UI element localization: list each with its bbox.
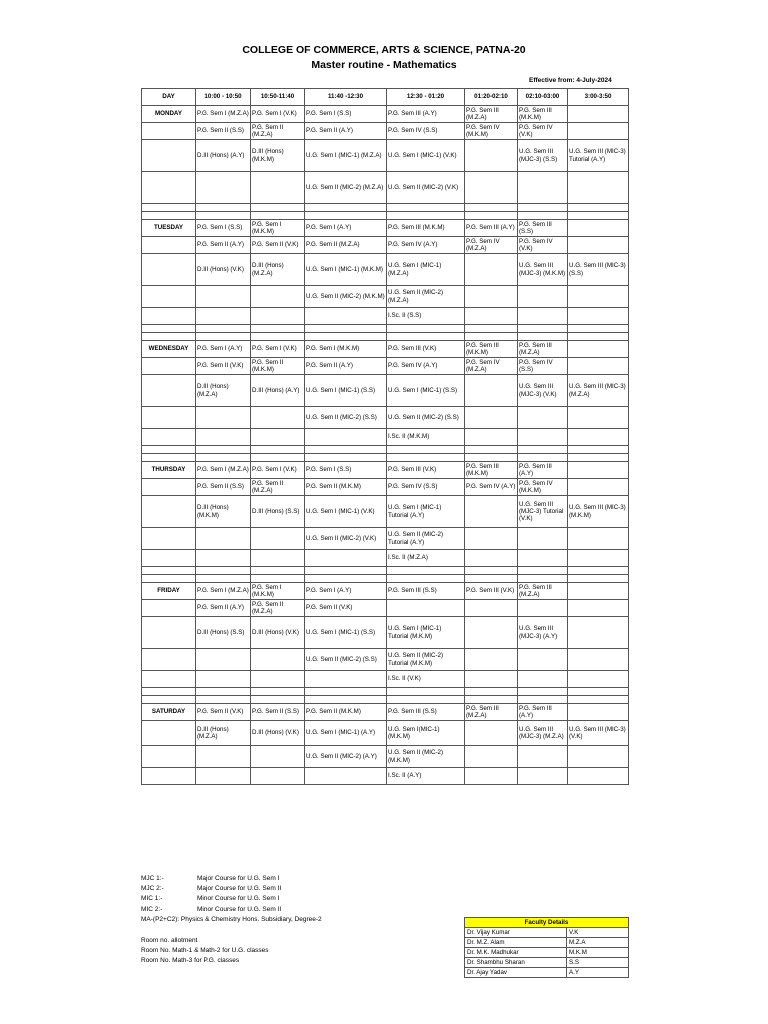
day-cell bbox=[142, 358, 196, 375]
class-cell: P.G. Sem IV (V.K) bbox=[518, 237, 568, 254]
routine-row bbox=[142, 237, 629, 254]
class-cell: P.G. Sem II (A.Y) bbox=[196, 237, 251, 254]
class-cell bbox=[568, 746, 629, 768]
class-cell: P.G. Sem I (M.Z.A) bbox=[196, 583, 251, 600]
class-cell bbox=[196, 172, 251, 204]
class-cell: U.G. Sem III (MJC-3) (A.Y) bbox=[518, 617, 568, 649]
routine-row bbox=[142, 375, 629, 407]
class-cell: P.G. Sem IV (M.Z.A) bbox=[465, 237, 518, 254]
faculty-row: Dr. Ajay Yadav A.Y bbox=[465, 968, 629, 978]
class-cell: U.G. Sem III (MJC-3) (M.Z.A) bbox=[518, 721, 568, 746]
class-cell: P.G. Sem I (A.Y) bbox=[305, 583, 387, 600]
class-cell bbox=[568, 341, 629, 358]
class-cell: D.III (Hons) (S.S) bbox=[251, 496, 305, 528]
day-cell: THURSDAY bbox=[142, 462, 196, 479]
class-cell bbox=[518, 528, 568, 550]
routine-row bbox=[142, 341, 629, 358]
routine-row bbox=[142, 528, 629, 550]
day-cell bbox=[142, 375, 196, 407]
faculty-row: Dr. Shambhu Sharan S.S bbox=[465, 958, 629, 968]
class-cell bbox=[518, 649, 568, 671]
master-routine-table bbox=[141, 88, 629, 785]
footnote-mjc1: MJC 1:- Major Course for U.G. Sem I bbox=[141, 875, 280, 882]
routine-row bbox=[142, 704, 629, 721]
class-cell: I.Sc. II (S.S) bbox=[387, 308, 465, 325]
routine-row bbox=[142, 462, 629, 479]
class-cell: P.G. Sem IV (A.Y) bbox=[387, 237, 465, 254]
class-cell: U.G. Sem III (MJC-3) (M.K.M) bbox=[518, 254, 568, 286]
class-cell: I.Sc. II (M.K.M) bbox=[387, 429, 465, 446]
routine-row bbox=[142, 140, 629, 172]
class-cell bbox=[568, 600, 629, 617]
spacer-row bbox=[142, 454, 629, 462]
class-cell bbox=[518, 746, 568, 768]
day-cell bbox=[142, 123, 196, 140]
class-cell bbox=[196, 649, 251, 671]
class-cell bbox=[568, 106, 629, 123]
class-cell bbox=[568, 649, 629, 671]
class-cell: P.G. Sem I (S.S) bbox=[196, 220, 251, 237]
routine-row bbox=[142, 254, 629, 286]
faculty-title: Faculty Details bbox=[465, 918, 629, 928]
class-cell bbox=[518, 600, 568, 617]
class-cell: U.G. Sem I (MIC-1) (S.S) bbox=[305, 617, 387, 649]
class-cell bbox=[251, 550, 305, 567]
class-cell: I.Sc. II (A.Y) bbox=[387, 768, 465, 785]
class-cell: P.G. Sem III (S.S) bbox=[518, 220, 568, 237]
class-cell: P.G. Sem III (M.Z.A) bbox=[518, 583, 568, 600]
class-cell: U.G. Sem I (MIC-1) (V.K) bbox=[305, 496, 387, 528]
faculty-row: Dr. Vijay Kumar V.K bbox=[465, 928, 629, 938]
class-cell: P.G. Sem III (A.Y) bbox=[518, 462, 568, 479]
class-cell bbox=[568, 407, 629, 429]
class-cell bbox=[251, 286, 305, 308]
class-cell: P.G. Sem I (A.Y) bbox=[196, 341, 251, 358]
day-cell: SATURDAY bbox=[142, 704, 196, 721]
class-cell bbox=[518, 308, 568, 325]
class-cell: U.G. Sem I (MIC-1) (A.Y) bbox=[305, 721, 387, 746]
day-cell: TUESDAY bbox=[142, 220, 196, 237]
class-cell: U.G. Sem II (MIC-2) (M.Z.A) bbox=[387, 286, 465, 308]
class-cell bbox=[196, 407, 251, 429]
class-cell: U.G. Sem III (MJC-3) (S.S) bbox=[518, 140, 568, 172]
day-cell bbox=[142, 286, 196, 308]
class-cell: P.G. Sem I (V.K) bbox=[251, 106, 305, 123]
class-cell bbox=[251, 768, 305, 785]
footnote-mic1: MIC 1:- Minor Course for U.G. Sem I bbox=[141, 895, 280, 903]
routine-row bbox=[142, 721, 629, 746]
spacer-row bbox=[142, 696, 629, 704]
class-cell bbox=[251, 746, 305, 768]
class-cell: P.G. Sem IV (M.K.M) bbox=[465, 123, 518, 140]
class-cell: P.G. Sem III (M.K.M) bbox=[518, 106, 568, 123]
class-cell bbox=[305, 429, 387, 446]
class-cell: D.III (Hons) (A.Y) bbox=[196, 140, 251, 172]
class-cell bbox=[196, 286, 251, 308]
day-cell bbox=[142, 237, 196, 254]
class-cell bbox=[568, 617, 629, 649]
class-cell: I.Sc. II (V.K) bbox=[387, 671, 465, 688]
class-cell bbox=[196, 671, 251, 688]
routine-row bbox=[142, 671, 629, 688]
class-cell: P.G. Sem II (V.K) bbox=[305, 600, 387, 617]
routine-row bbox=[142, 123, 629, 140]
day-cell bbox=[142, 617, 196, 649]
class-cell bbox=[251, 308, 305, 325]
routine-row bbox=[142, 286, 629, 308]
class-cell: P.G. Sem IV (S.S) bbox=[387, 123, 465, 140]
routine-row bbox=[142, 172, 629, 204]
day-cell bbox=[142, 172, 196, 204]
class-cell: U.G. Sem II (MIC-2) (M.Z.A) bbox=[305, 172, 387, 204]
class-cell: P.G. Sem III (M.Z.A) bbox=[465, 704, 518, 721]
column-header: 11:40 -12:30 bbox=[305, 89, 387, 106]
class-cell: P.G. Sem I (M.Z.A) bbox=[196, 462, 251, 479]
class-cell: P.G. Sem IV (A.Y) bbox=[465, 479, 518, 496]
class-cell: P.G. Sem III (S.S) bbox=[387, 704, 465, 721]
class-cell bbox=[251, 429, 305, 446]
class-cell: D.III (Hons) (A.Y) bbox=[251, 375, 305, 407]
class-cell: U.G. Sem I (MIC-1) (V.K) bbox=[387, 140, 465, 172]
class-cell bbox=[305, 308, 387, 325]
faculty-row: Dr. M.K. Madhukar M.K.M bbox=[465, 948, 629, 958]
class-cell: U.G. Sem I (MIC-1) Tutorial (M.K.M) bbox=[387, 617, 465, 649]
day-cell bbox=[142, 671, 196, 688]
column-header: 02:10-03:00 bbox=[518, 89, 568, 106]
class-cell: U.G. Sem II (MIC-2) (M.K.M) bbox=[387, 746, 465, 768]
class-cell bbox=[568, 123, 629, 140]
class-cell bbox=[196, 768, 251, 785]
class-cell: P.G. Sem II (M.Z.A) bbox=[251, 123, 305, 140]
class-cell: I.Sc. II (M.Z.A) bbox=[387, 550, 465, 567]
day-cell bbox=[142, 600, 196, 617]
class-cell: U.G. Sem III (MIC-3) (S.S) bbox=[568, 254, 629, 286]
class-cell bbox=[305, 550, 387, 567]
class-cell: P.G. Sem I (S.S) bbox=[305, 462, 387, 479]
room-allotment-title: Room no. allotment bbox=[141, 937, 198, 945]
class-cell: P.G. Sem I (M.K.M) bbox=[251, 583, 305, 600]
class-cell: P.G. Sem II (M.K.M) bbox=[251, 358, 305, 375]
effective-date: Effective from: 4-July-2024 bbox=[529, 77, 612, 84]
class-cell: P.G. Sem II (V.K) bbox=[196, 704, 251, 721]
class-cell bbox=[251, 649, 305, 671]
class-cell bbox=[465, 746, 518, 768]
class-cell bbox=[568, 462, 629, 479]
class-cell bbox=[465, 671, 518, 688]
class-cell: P.G. Sem I (A.Y) bbox=[305, 220, 387, 237]
class-cell: P.G. Sem II (M.Z.A) bbox=[251, 600, 305, 617]
class-cell bbox=[518, 429, 568, 446]
room-ug: Room No. Math-1 & Math-2 for U.G. classes bbox=[141, 947, 269, 955]
class-cell: P.G. Sem IV (S.S) bbox=[387, 479, 465, 496]
class-cell bbox=[568, 479, 629, 496]
class-cell: D.III (Hons) (M.K.M) bbox=[196, 496, 251, 528]
class-cell: P.G. Sem II (S.S) bbox=[196, 123, 251, 140]
class-cell: P.G. Sem II (A.Y) bbox=[196, 600, 251, 617]
class-cell bbox=[568, 172, 629, 204]
class-cell bbox=[568, 583, 629, 600]
class-cell bbox=[518, 407, 568, 429]
room-pg: Room No. Math-3 for P.G. classes bbox=[141, 957, 240, 965]
class-cell: P.G. Sem IV (A.Y) bbox=[387, 358, 465, 375]
routine-row bbox=[142, 479, 629, 496]
faculty-row: Dr. M.Z. Alam M.Z.A bbox=[465, 938, 629, 948]
column-header: 12:30 - 01:20 bbox=[387, 89, 465, 106]
day-cell bbox=[142, 140, 196, 172]
class-cell: U.G. Sem III (MJC-3) Tutorial (V.K) bbox=[518, 496, 568, 528]
class-cell: P.G. Sem III (A.Y) bbox=[387, 106, 465, 123]
class-cell bbox=[465, 600, 518, 617]
day-cell bbox=[142, 429, 196, 446]
class-cell: D.III (Hons) (M.K.M) bbox=[251, 140, 305, 172]
class-cell bbox=[465, 429, 518, 446]
class-cell bbox=[196, 308, 251, 325]
footnote-mic2: MIC 2:- Minor Course for U.G. Sem II bbox=[141, 905, 282, 913]
class-cell: D.III (Hons) (S.S) bbox=[196, 617, 251, 649]
class-cell bbox=[465, 649, 518, 671]
class-cell: P.G. Sem III (M.K.M) bbox=[465, 462, 518, 479]
day-cell bbox=[142, 768, 196, 785]
class-cell: P.G. Sem I (M.Z.A) bbox=[196, 106, 251, 123]
routine-row bbox=[142, 496, 629, 528]
class-cell: P.G. Sem II (M.Z.A) bbox=[251, 479, 305, 496]
class-cell bbox=[196, 528, 251, 550]
class-cell bbox=[568, 528, 629, 550]
class-cell: P.G. Sem III (V.K) bbox=[465, 583, 518, 600]
class-cell: U.G. Sem III (MIC-3) (V.K) bbox=[568, 721, 629, 746]
header-row bbox=[142, 89, 629, 106]
class-cell bbox=[518, 550, 568, 567]
day-cell bbox=[142, 746, 196, 768]
spacer-row bbox=[142, 446, 629, 454]
column-header: 3:00-3:50 bbox=[568, 89, 629, 106]
day-cell bbox=[142, 550, 196, 567]
class-cell bbox=[251, 407, 305, 429]
class-cell: D.III (Hons) (M.Z.A) bbox=[251, 254, 305, 286]
day-cell bbox=[142, 308, 196, 325]
class-cell bbox=[568, 237, 629, 254]
class-cell: U.G. Sem I (MIC-1) (S.S) bbox=[387, 375, 465, 407]
class-cell bbox=[465, 172, 518, 204]
day-cell bbox=[142, 649, 196, 671]
routine-row bbox=[142, 600, 629, 617]
class-cell: P.G. Sem III (V.K) bbox=[387, 462, 465, 479]
class-cell: P.G. Sem I (V.K) bbox=[251, 462, 305, 479]
class-cell: P.G. Sem III (V.K) bbox=[387, 341, 465, 358]
spacer-row bbox=[142, 333, 629, 341]
class-cell: P.G. Sem IV (M.K.M) bbox=[518, 479, 568, 496]
class-cell: U.G. Sem II (MIC-2) Tutorial (M.K.M) bbox=[387, 649, 465, 671]
spacer-row bbox=[142, 325, 629, 333]
class-cell: U.G. Sem III (MJC-3) (V.K) bbox=[518, 375, 568, 407]
class-cell bbox=[465, 375, 518, 407]
class-cell bbox=[518, 172, 568, 204]
class-cell: P.G. Sem II (M.Z.A) bbox=[305, 237, 387, 254]
class-cell: P.G. Sem IV (S.S) bbox=[518, 358, 568, 375]
class-cell bbox=[465, 407, 518, 429]
class-cell: P.G. Sem I (M.K.M) bbox=[305, 341, 387, 358]
class-cell bbox=[251, 671, 305, 688]
class-cell: U.G. Sem III (MIC-3) Tutorial (A.Y) bbox=[568, 140, 629, 172]
class-cell: P.G. Sem II (V.K) bbox=[196, 358, 251, 375]
faculty-details-table bbox=[464, 917, 629, 978]
spacer-row bbox=[142, 688, 629, 696]
day-cell bbox=[142, 496, 196, 528]
day-cell: WEDNESDAY bbox=[142, 341, 196, 358]
class-cell bbox=[465, 550, 518, 567]
class-cell: P.G. Sem III (A.Y) bbox=[465, 220, 518, 237]
class-cell bbox=[518, 286, 568, 308]
routine-row bbox=[142, 649, 629, 671]
class-cell: U.G. Sem III (MIC-3) (M.Z.A) bbox=[568, 375, 629, 407]
class-cell bbox=[568, 308, 629, 325]
class-cell bbox=[251, 528, 305, 550]
class-cell: P.G. Sem III (S.S) bbox=[387, 583, 465, 600]
class-cell bbox=[465, 286, 518, 308]
routine-row bbox=[142, 429, 629, 446]
routine-title: Master routine - Mathematics bbox=[311, 59, 457, 71]
class-cell bbox=[568, 429, 629, 446]
class-cell: D.III (Hons) (V.K) bbox=[196, 254, 251, 286]
routine-row bbox=[142, 358, 629, 375]
class-cell: P.G. Sem III (M.K.M) bbox=[465, 341, 518, 358]
day-cell bbox=[142, 479, 196, 496]
class-cell bbox=[251, 172, 305, 204]
class-cell: U.G. Sem II (MIC-2) (V.K) bbox=[387, 172, 465, 204]
class-cell bbox=[568, 671, 629, 688]
class-cell bbox=[465, 140, 518, 172]
class-cell: U.G. Sem I (MIC-1) (S.S) bbox=[305, 375, 387, 407]
class-cell: U.G. Sem I (MIC-1) (M.Z.A) bbox=[387, 254, 465, 286]
class-cell bbox=[465, 768, 518, 785]
class-cell bbox=[568, 704, 629, 721]
class-cell: D.III (Hons) (M.Z.A) bbox=[196, 721, 251, 746]
class-cell: U.G. Sem I (MIC-1) (M.K.M) bbox=[305, 254, 387, 286]
class-cell: P.G. Sem II (M.K.M) bbox=[305, 479, 387, 496]
class-cell bbox=[465, 254, 518, 286]
class-cell bbox=[465, 308, 518, 325]
class-cell: U.G. Sem II (MIC-2) (S.S) bbox=[305, 649, 387, 671]
class-cell: U.G. Sem II (MIC-2) (S.S) bbox=[387, 407, 465, 429]
class-cell: U.G. Sem III (MIC-3) (M.K.M) bbox=[568, 496, 629, 528]
column-header: 10:50-11:40 bbox=[251, 89, 305, 106]
spacer-row bbox=[142, 204, 629, 212]
class-cell: U.G. Sem II (MIC-2) (V.K) bbox=[305, 528, 387, 550]
class-cell bbox=[196, 746, 251, 768]
routine-row bbox=[142, 220, 629, 237]
class-cell bbox=[465, 528, 518, 550]
routine-row bbox=[142, 768, 629, 785]
spacer-row bbox=[142, 212, 629, 220]
routine-row bbox=[142, 106, 629, 123]
class-cell: D.III (Hons) (M.Z.A) bbox=[196, 375, 251, 407]
class-cell: P.G. Sem I (V.K) bbox=[251, 341, 305, 358]
class-cell bbox=[387, 600, 465, 617]
class-cell: P.G. Sem III (M.Z.A) bbox=[465, 106, 518, 123]
spacer-row bbox=[142, 575, 629, 583]
class-cell: P.G. Sem III (A.Y) bbox=[518, 704, 568, 721]
day-cell bbox=[142, 721, 196, 746]
class-cell: U.G. Sem I (MIC-1) (M.Z.A) bbox=[305, 140, 387, 172]
day-cell: MONDAY bbox=[142, 106, 196, 123]
class-cell: U.G. Sem I(MIC-1) (M.K.M) bbox=[387, 721, 465, 746]
class-cell bbox=[568, 358, 629, 375]
class-cell: U.G. Sem I (MIC-1) Tutorial (A.Y) bbox=[387, 496, 465, 528]
class-cell: U.G. Sem II (MIC-2) (S.S) bbox=[305, 407, 387, 429]
class-cell: P.G. Sem III (M.K.M) bbox=[387, 220, 465, 237]
class-cell: P.G. Sem II (V.K) bbox=[251, 237, 305, 254]
class-cell: P.G. Sem I (M.K.M) bbox=[251, 220, 305, 237]
column-header: 10:00 - 10:50 bbox=[196, 89, 251, 106]
routine-row bbox=[142, 308, 629, 325]
routine-row bbox=[142, 583, 629, 600]
class-cell bbox=[568, 286, 629, 308]
class-cell: P.G. Sem II (S.S) bbox=[251, 704, 305, 721]
class-cell: D.III (Hons) (V.K) bbox=[251, 617, 305, 649]
day-cell bbox=[142, 528, 196, 550]
class-cell: P.G. Sem II (S.S) bbox=[196, 479, 251, 496]
class-cell bbox=[196, 429, 251, 446]
class-cell: P.G. Sem II (A.Y) bbox=[305, 358, 387, 375]
class-cell: U.G. Sem II (MIC-2) (A.Y) bbox=[305, 746, 387, 768]
class-cell: D.III (Hons) (V.K) bbox=[251, 721, 305, 746]
class-cell bbox=[568, 550, 629, 567]
class-cell: P.G. Sem IV (V.K) bbox=[518, 123, 568, 140]
class-cell bbox=[518, 671, 568, 688]
column-header: DAY bbox=[142, 89, 196, 106]
class-cell bbox=[305, 671, 387, 688]
class-cell bbox=[465, 721, 518, 746]
routine-row bbox=[142, 407, 629, 429]
class-cell bbox=[465, 617, 518, 649]
day-cell bbox=[142, 254, 196, 286]
class-cell: P.G. Sem IV (M.Z.A) bbox=[465, 358, 518, 375]
routine-row bbox=[142, 746, 629, 768]
spacer-row bbox=[142, 567, 629, 575]
class-cell bbox=[568, 220, 629, 237]
day-cell: FRIDAY bbox=[142, 583, 196, 600]
routine-row bbox=[142, 617, 629, 649]
class-cell bbox=[465, 496, 518, 528]
class-cell bbox=[568, 768, 629, 785]
footnote-mjc2: MJC 2:- Major Course for U.G. Sem II bbox=[141, 885, 282, 893]
footnotes bbox=[141, 874, 322, 967]
class-cell: P.G. Sem III (M.Z.A) bbox=[518, 341, 568, 358]
routine-row bbox=[142, 550, 629, 567]
class-cell bbox=[518, 768, 568, 785]
class-cell: U.G. Sem II (MIC-2) (M.K.M) bbox=[305, 286, 387, 308]
column-header: 01:20-02:10 bbox=[465, 89, 518, 106]
class-cell bbox=[196, 550, 251, 567]
class-cell: U.G. Sem II (MIC-2) Tutorial (A.Y) bbox=[387, 528, 465, 550]
class-cell: P.G. Sem II (A.Y) bbox=[305, 123, 387, 140]
footnote-ma: MA-(P2+C2): Physics & Chemistry Hons. Subsidiary, Degree-2 bbox=[141, 915, 322, 923]
class-cell bbox=[305, 768, 387, 785]
college-title: COLLEGE OF COMMERCE, ARTS & SCIENCE, PATNA-20 bbox=[242, 44, 526, 56]
class-cell: P.G. Sem I (S.S) bbox=[305, 106, 387, 123]
class-cell: P.G. Sem II (M.K.M) bbox=[305, 704, 387, 721]
day-cell bbox=[142, 407, 196, 429]
